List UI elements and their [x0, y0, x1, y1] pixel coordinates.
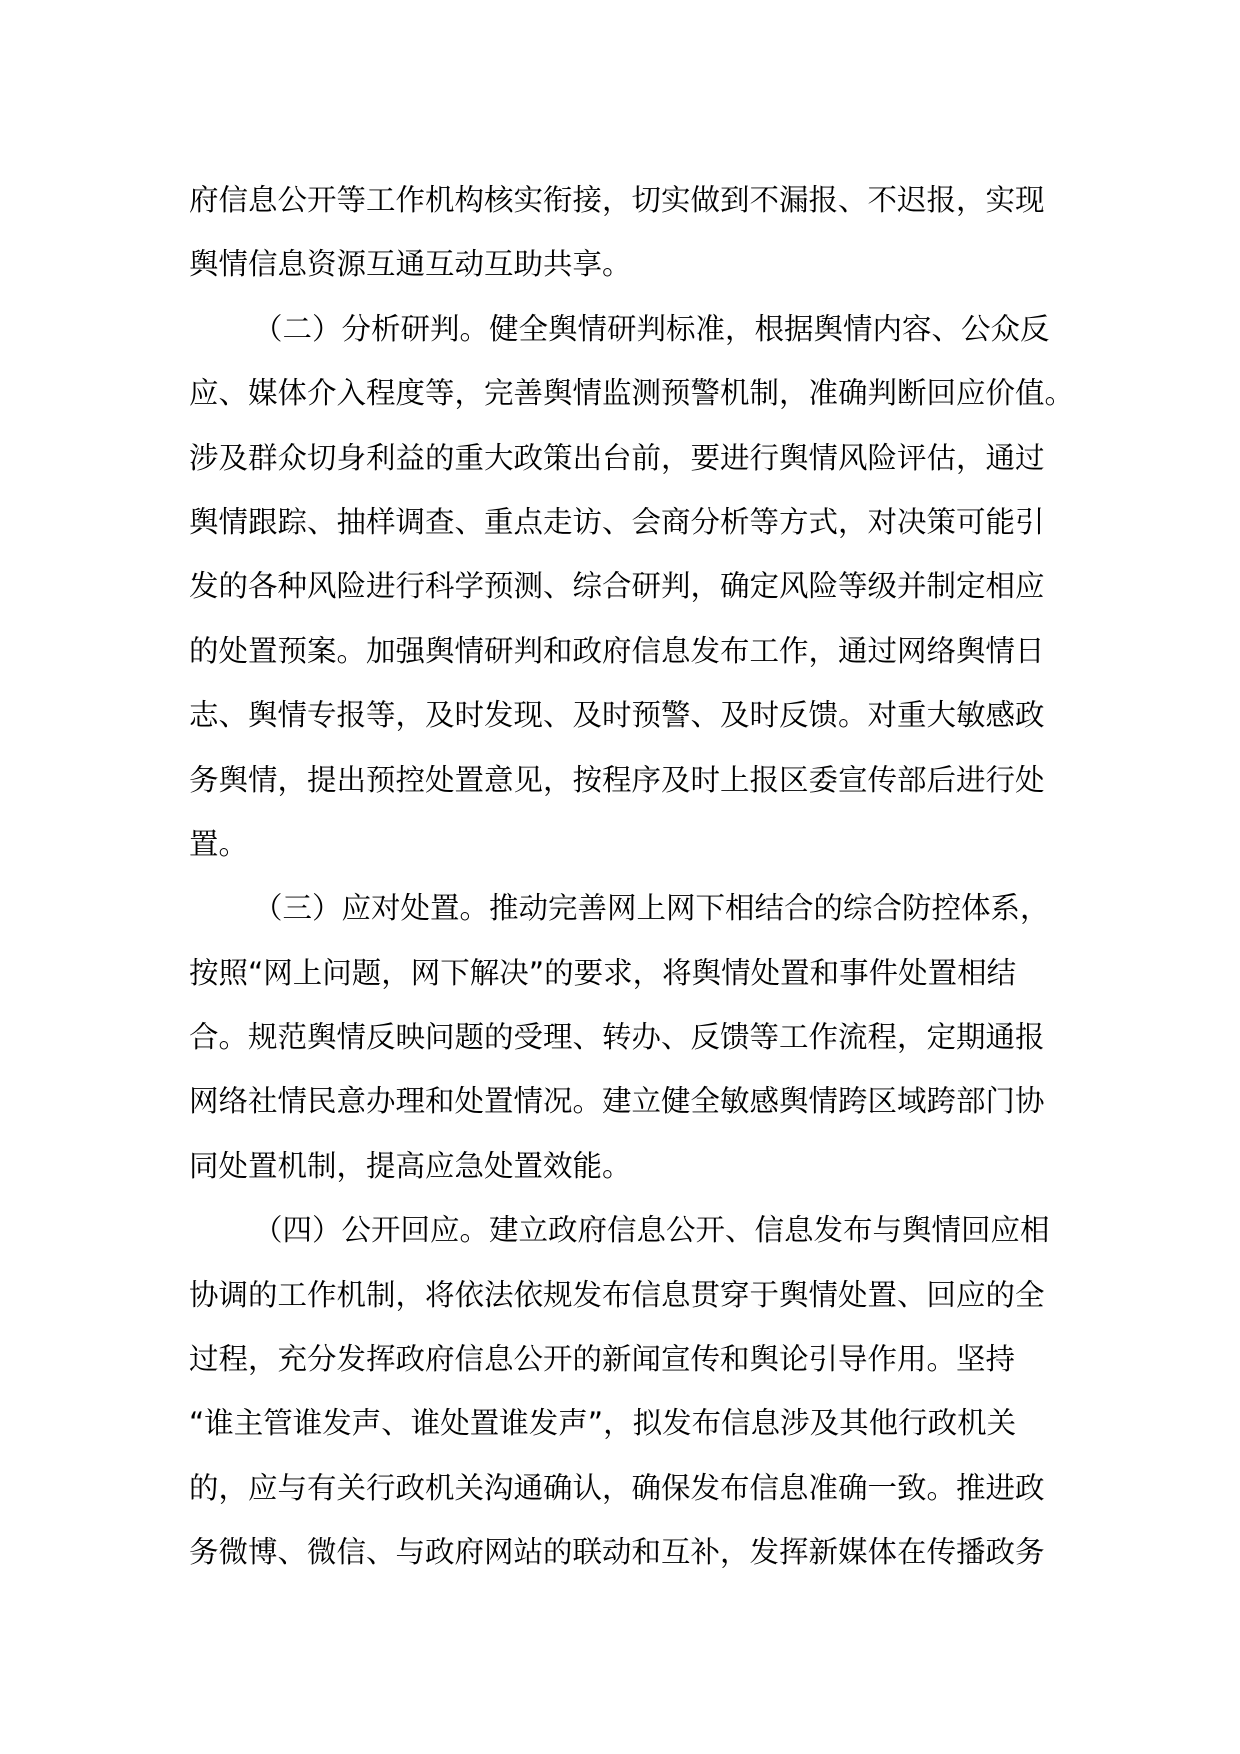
text-line: “谁主管谁发声、谁处置谁发声”，拟发布信息涉及其他行政机关	[189, 1406, 1017, 1441]
text-line: 协调的工作机制，将依法依规发布信息贯穿于舆情处置、回应的全	[189, 1277, 1045, 1312]
text-line: 涉及群众切身利益的重大政策出台前，要进行舆情风险评估，通过	[189, 440, 1045, 475]
paragraph	[189, 168, 1069, 297]
body-text	[189, 168, 1075, 1585]
paragraph-response-handling	[189, 876, 1069, 1198]
text-line: （三）应对处置。推动完善网上网下相结合的综合防控体系，	[253, 891, 1050, 926]
text-line: 过程，充分发挥政府信息公开的新闻宣传和舆论引导作用。坚持	[189, 1342, 1016, 1377]
text-line: 置。	[189, 826, 249, 861]
paragraph-analysis	[189, 297, 1075, 877]
text-line: 按照“网上问题，网下解决”的要求，将舆情处置和事件处置相结	[189, 955, 1017, 990]
text-line: 志、舆情专报等，及时发现、及时预警、及时反馈。对重大敏感政	[189, 698, 1045, 733]
text-line: 的处置预案。加强舆情研判和政府信息发布工作，通过网络舆情日	[189, 633, 1045, 668]
text-line: 府信息公开等工作机构核实衔接，切实做到不漏报、不迟报，实现	[189, 183, 1045, 217]
text-line: 舆情跟踪、抽样调查、重点走访、会商分析等方式，对决策可能引	[189, 504, 1045, 539]
text-line: 务舆情，提出预控处置意见，按程序及时上报区委宣传部后进行处	[189, 762, 1045, 797]
paragraph-public-response	[189, 1198, 1069, 1584]
text-line: （二）分析研判。健全舆情研判标准，根据舆情内容、公众反	[253, 311, 1050, 346]
text-line: 网络社情民意办理和处置情况。建立健全敏感舆情跨区域跨部门协	[189, 1084, 1045, 1119]
text-line: 务微博、微信、与政府网站的联动和互补，发挥新媒体在传播政务	[189, 1535, 1045, 1570]
text-line: 合。规范舆情反映问题的受理、转办、反馈等工作流程，定期通报	[189, 1020, 1045, 1055]
text-line: （四）公开回应。建立政府信息公开、信息发布与舆情回应相	[253, 1213, 1050, 1248]
text-line: 的，应与有关行政机关沟通确认，确保发布信息准确一致。推进政	[189, 1470, 1045, 1505]
text-line: 应、媒体介入程度等，完善舆情监测预警机制，准确判断回应价值。	[189, 376, 1075, 411]
text-line: 舆情信息资源互通互动互助共享。	[189, 247, 632, 282]
text-line: 发的各种风险进行科学预测、综合研判，确定风险等级并制定相应	[189, 569, 1045, 604]
text-line: 同处置机制，提高应急处置效能。	[189, 1148, 632, 1183]
